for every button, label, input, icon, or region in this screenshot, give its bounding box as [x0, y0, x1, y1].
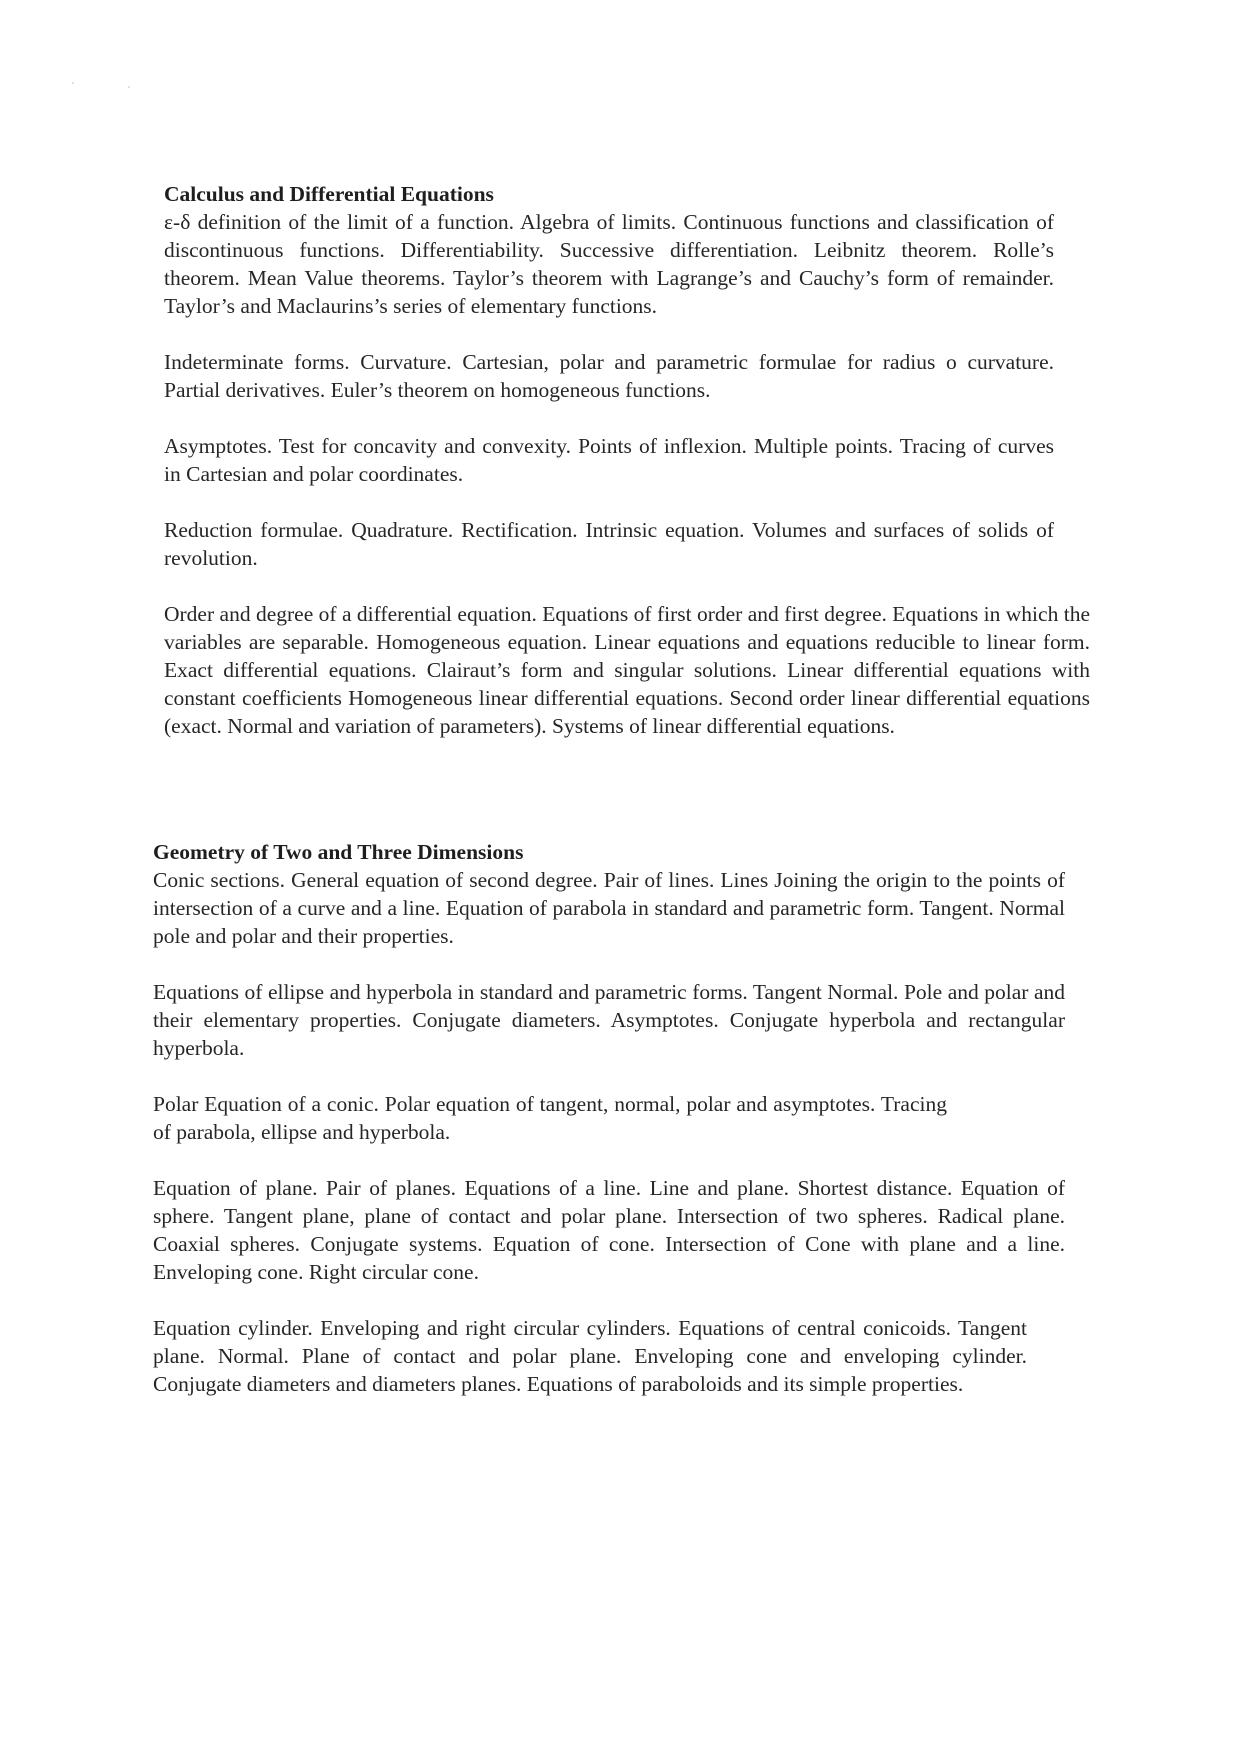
paragraph: ε-δ definition of the limit of a function. Algebra of limits. Continuous functions and classification of discontinuous functions. Differentiability. Successive differentiation. Leibnitz theorem. Rolle’s theorem. Mean Value theorems. Taylor’s theorem with Lagrange’s and Cauchy’s form of remainder. Taylor’s and Maclaurins’s series of elementary functions.: [164, 210, 1054, 318]
paragraph: Equation cylinder. Enveloping and right circular cylinders. Equations of central conicoids. Tangent plane. Normal. Plane of contact and polar plane. Enveloping cone and enveloping cylinder. Conjugate diameters and diameters planes. Equations of paraboloids and its simple properties.: [153, 1316, 1027, 1396]
paragraph: Asymptotes. Test for concavity and convexity. Points of inflexion. Multiple points. Tracing of curves in Cartesian and polar coordinates.: [164, 434, 1054, 486]
paragraph: Reduction formulae. Quadrature. Rectification. Intrinsic equation. Volumes and surfaces of solids of revolution.: [164, 518, 1054, 570]
section-calculus: [164, 180, 1090, 740]
paragraph: Equations of ellipse and hyperbola in standard and parametric forms. Tangent Normal. Pole and polar and their elementary properties. Conjugate diameters. Asymptotes. Conjugate hyperbola and rectangular hyperbola.: [153, 980, 1065, 1060]
scan-speck: [72, 82, 74, 84]
paragraph: Conic sections. General equation of second degree. Pair of lines. Lines Joining the origin to the points of intersection of a curve and a line. Equation of parabola in standard and parametric form. Tangent. Normal pole and polar and their properties.: [153, 868, 1065, 948]
paragraph: Equation of plane. Pair of planes. Equations of a line. Line and plane. Shortest distance. Equation of sphere. Tangent plane, plane of contact and polar plane. Intersection of two spheres. Radical plane. Coaxial spheres. Conjugate systems. Equation of cone. Intersection of Cone with plane and a line. Enveloping cone. Right circular cone.: [153, 1176, 1065, 1284]
section-geometry: [153, 838, 1065, 1398]
paragraph: Indeterminate forms. Curvature. Cartesian, polar and parametric formulae for radius o curvature. Partial derivatives. Euler’s theorem on homogeneous functions.: [164, 350, 1054, 402]
scan-speck: [128, 86, 130, 88]
paragraph: Polar Equation of a conic. Polar equation of tangent, normal, polar and asymptotes. Tracing of parabola, ellipse and hyperbola.: [153, 1092, 947, 1144]
section-heading: Geometry of Two and Three Dimensions: [153, 840, 524, 864]
section-heading: Calculus and Differential Equations: [164, 182, 494, 206]
paragraph: Order and degree of a differential equation. Equations of first order and first degree. Equations in which the variables are separable. Homogeneous equation. Linear equations and equations reducible to linear form. Exact differential equations. Clairaut’s form and singular solutions. Linear differential equations with constant coefficients Homogeneous linear differential equations. Second order linear differential equations (exact. Normal and variation of parameters). Systems of linear differential equations.: [164, 602, 1090, 738]
